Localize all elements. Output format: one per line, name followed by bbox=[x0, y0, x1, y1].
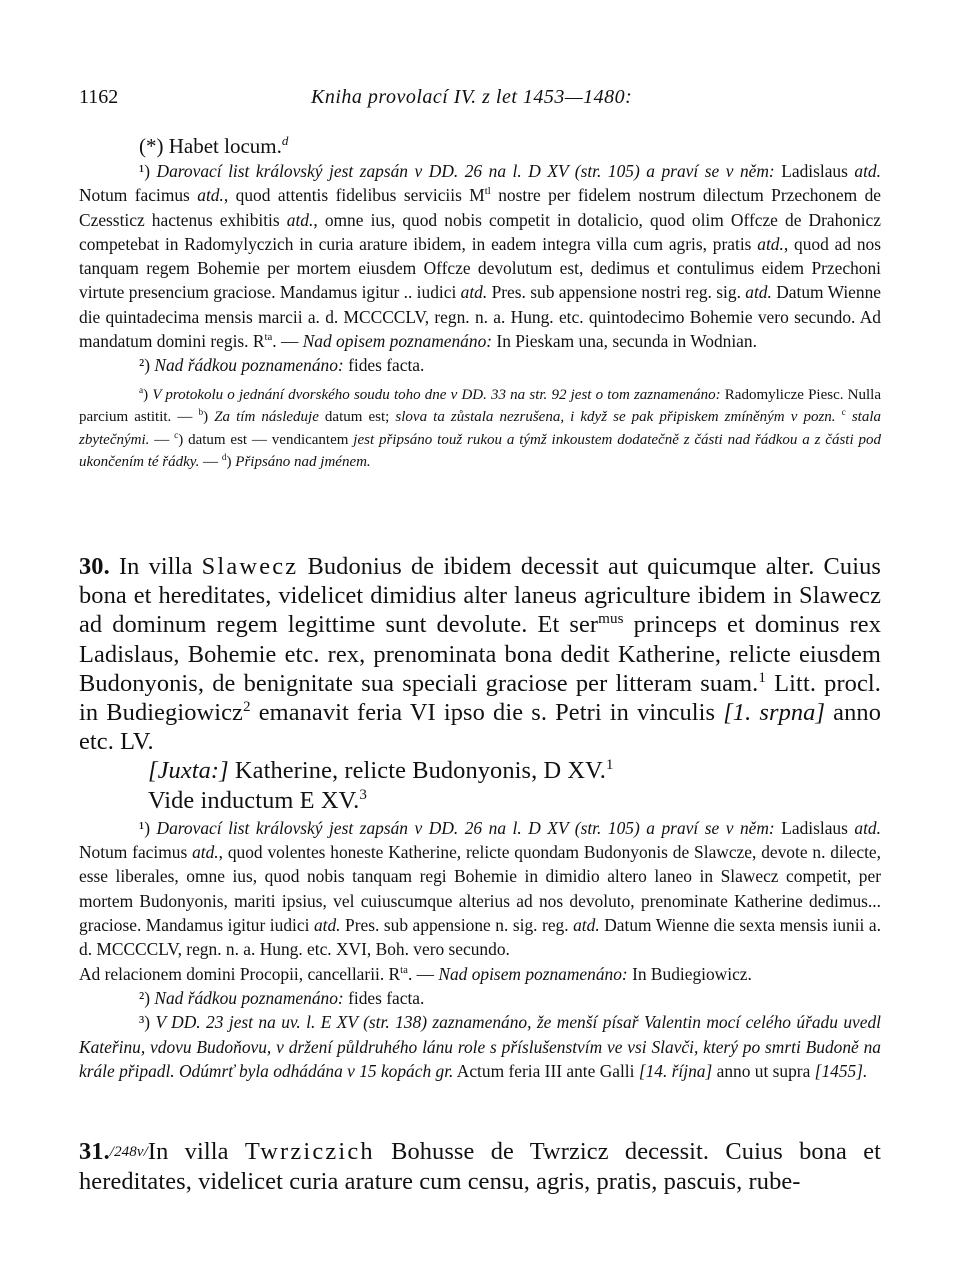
entry-30-text bbox=[79, 552, 881, 815]
italic-text: V DD. 23 jest na uv. l. E XV (str. 138) zaznamenáno, že menší písař Valentin mocí celého úřadu uvedl Kateřinu, vdovu Budoňovu, v držení půldruhého lánu role s příslušenstvím ve vsi Slavči, který po smrti Budoně na krále připadl. Odúmrť byla odhádána v 15 kopách gr. bbox=[79, 1012, 882, 1081]
text-run: Katherine, relicte Budonyonis, D XV. bbox=[228, 757, 606, 785]
text-run: Budonius de ibidem decessit aut quicumque alter. Cuius bona et hereditates, videlicet dimidius alter laneus agriculture ibidem in Slawecz ad dominum regem legittime sunt devolute. Et ser bbox=[79, 553, 881, 639]
document-page bbox=[79, 60, 882, 1196]
text-run: ²) bbox=[139, 987, 155, 1008]
text-run: nostre per fidelem nostrum dilectum Przechonem de Czessticz hactenus exhibitis bbox=[79, 185, 881, 230]
text-run: fides facta. bbox=[343, 987, 425, 1008]
entry-29-tail bbox=[79, 133, 881, 474]
text-run: Ladislaus bbox=[774, 161, 855, 181]
text-run: Bohusse de Twrzicz decessit. Cuius bona et hereditates, videlicet curia arature cum censu, agris, pratis, pascuis, rube- bbox=[79, 1138, 881, 1196]
text-run: Datum Wienne die quintadecima mensis marcii a. d. MCCCCLV, regn. n. a. Hung. etc. quintodecimo Bohemie vero secundo. Ad mandatum domini regis. R bbox=[79, 282, 881, 352]
text-run: Ad relacionem domini Procopii, cancellarii. R bbox=[79, 963, 401, 984]
text-run: ) bbox=[226, 454, 236, 471]
place-name: Slawecz bbox=[201, 553, 299, 580]
entry-31-text bbox=[79, 1137, 881, 1196]
italic-text: atd. bbox=[854, 161, 881, 181]
italic-text: V protokolu o jednání dvorského soudu toho dne v DD. 33 na str. 92 jest o tom zaznamenáno: bbox=[152, 386, 721, 403]
italic-text: atd. bbox=[313, 915, 341, 936]
footnote-2 bbox=[79, 353, 881, 377]
superscript-mark: d bbox=[221, 453, 227, 464]
superscript-mark: 3 bbox=[359, 786, 368, 803]
italic-text: atd. bbox=[192, 842, 219, 863]
italic-text: Darovací list královský jest zapsán v DD. 26 na l. D XV (str. 105) a praví se v něm: bbox=[156, 161, 775, 181]
superscript-mark: c bbox=[841, 408, 846, 419]
italic-text: Nad řádkou poznamenáno: bbox=[154, 987, 344, 1008]
text-run: Pres. sub appensione nostri reg. sig. bbox=[487, 282, 746, 303]
text-run: Notum facimus bbox=[79, 185, 198, 206]
entry-number: 30. bbox=[79, 553, 110, 580]
italic-text: Za tím následuje bbox=[214, 409, 319, 426]
entry-31-paragraph bbox=[79, 1137, 881, 1196]
italic-text: slova ta zůstala nezrušena, i když se pak připiskem zmíněným v pozn. bbox=[395, 409, 836, 426]
text-run: fides facta. bbox=[343, 355, 425, 376]
entry-30 bbox=[79, 552, 881, 1083]
entry-number: 31. bbox=[79, 1138, 110, 1165]
italic-text: Nad opisem poznamenáno: bbox=[438, 963, 628, 984]
textual-notes-text bbox=[79, 384, 881, 474]
italic-text: [1. srpna] bbox=[723, 699, 826, 727]
italic-text: [14. října] bbox=[638, 1060, 713, 1081]
textual-notes bbox=[79, 384, 881, 474]
superscript-mark: 2 bbox=[242, 698, 251, 715]
entry-31 bbox=[79, 1137, 881, 1196]
text-run: In villa bbox=[147, 1138, 245, 1165]
superscript-mark: 1 bbox=[605, 757, 614, 774]
italic-text: Nad opisem poznamenáno: bbox=[302, 331, 493, 352]
superscript-mark: a bbox=[139, 385, 144, 396]
text-run: In villa bbox=[109, 553, 202, 580]
text-run: In Pieskam una, secunda in Wodnian. bbox=[492, 331, 757, 352]
superscript-mark: 1 bbox=[758, 669, 767, 686]
text-run: ¹) bbox=[139, 161, 157, 181]
text-run: — bbox=[149, 431, 175, 448]
text-run: Radomylicze Piesc. Nulla parcium astitit. — bbox=[79, 386, 881, 426]
place-name: Twrziczich bbox=[244, 1138, 375, 1165]
footnote-1 bbox=[79, 816, 881, 962]
habet-sup: d bbox=[281, 133, 289, 148]
text-run: , omne ius, quod nobis competit in dotalicio, quod olim Offcze de Drahonicz competebat in Radomylyczich in curia arature ibidem, in eadem integra villa cum agris, pratis bbox=[79, 209, 881, 254]
text-run: Notum facimus bbox=[79, 842, 193, 863]
italic-text: atd. bbox=[757, 233, 784, 254]
superscript-mark: mus bbox=[598, 611, 624, 628]
superscript-mark: c bbox=[174, 430, 179, 441]
text-run: Datum Wienne die sexta mensis iunii a. d. MCCCCLV, regn. n. a. Hung. etc. XVI, Boh. vero secundo. bbox=[79, 915, 881, 960]
footnote-block bbox=[79, 159, 881, 378]
footnote-3 bbox=[79, 1010, 881, 1083]
page-header bbox=[79, 60, 881, 108]
italic-text: atd. bbox=[460, 282, 488, 303]
entry-30-paragraph bbox=[79, 552, 881, 756]
italic-text: atd. bbox=[854, 817, 881, 838]
folio-mark: /248v/ bbox=[109, 1144, 148, 1160]
text-run: Vide inductum E XV. bbox=[148, 786, 360, 814]
running-title: Kniha provolací IV. z let 1453—1480: bbox=[311, 86, 633, 108]
habet-locum bbox=[79, 133, 881, 159]
superscript-mark: tl bbox=[484, 185, 491, 198]
italic-text: Připsáno nad jménem. bbox=[235, 454, 371, 471]
text-run: datum est; bbox=[318, 409, 396, 426]
superscript-mark: ta bbox=[400, 963, 408, 976]
text-run: In Budiegiowicz. bbox=[627, 963, 752, 984]
italic-text: atd. bbox=[573, 915, 600, 936]
entry-30-body bbox=[79, 553, 881, 755]
page-number: 1162 bbox=[79, 86, 119, 108]
text-run: . — bbox=[407, 963, 439, 984]
text-run: Litt. procl. in Budiegiowicz bbox=[79, 669, 881, 727]
habet-text: (*) Habet locum. bbox=[139, 134, 282, 158]
text-run: emanavit feria VI ipso die s. Petri in vinculis bbox=[250, 699, 724, 727]
italic-text: stala zbytečnými. bbox=[79, 409, 882, 448]
footnote-1 bbox=[79, 159, 881, 353]
superscript-mark: ta bbox=[264, 331, 273, 344]
text-run: Ladislaus bbox=[774, 817, 855, 838]
entry-30-footnotes bbox=[79, 816, 881, 1083]
vide-line bbox=[79, 786, 881, 815]
text-run: ) bbox=[203, 409, 215, 426]
footnote-1-relatio bbox=[79, 962, 881, 986]
text-run: ) datum est — vendicantem bbox=[178, 431, 354, 448]
text-run: , quod ad nos tanquam regem Bohemie per mortem eiusdem Offcze devolutum est, dedimus et contulimus eidem Przechoni virtute presencium graciose. Mandamus igitur .. iudici bbox=[79, 233, 881, 303]
text-run: ³) bbox=[139, 1012, 156, 1033]
text-run: ) bbox=[143, 386, 153, 403]
footnote-2 bbox=[79, 986, 881, 1010]
italic-text: atd. bbox=[745, 282, 772, 303]
text-run: princeps et dominus rex Ladislaus, Bohemie etc. rex, prenominata bona dedit Katherine, relicte eiusdem Budonyonis, de benignitate sua speciali graciose per litteram suam. bbox=[79, 611, 881, 697]
text-run: , quod volentes honeste Katherine, relicte quondam Budonyonis de Slawcze, devote n. dilecte, esse liberales, omne ius, quod nobis tanquam regi Bohemie in dimidio altero laneo in Slawecz competit, per mortem Budonyonis, mariti ipsius, vel cuiuscumque alterius ad nos devoluto, prenominate Katherine dedimus... graciose. Mandamus igitur iudici bbox=[79, 842, 881, 936]
text-run: . — bbox=[272, 331, 303, 352]
italic-text: Darovací list královský jest zapsán v DD. 26 na l. D XV (str. 105) a praví se v něm: bbox=[156, 817, 775, 838]
text-run: anno etc. LV. bbox=[79, 699, 881, 756]
text-run: — bbox=[199, 454, 222, 471]
italic-text: Nad řádkou poznamenáno: bbox=[154, 355, 344, 376]
text-run: ²) bbox=[139, 355, 155, 376]
text-run: Pres. sub appensione n. sig. reg. bbox=[340, 915, 574, 936]
text-run: , quod attentis fidelibus serviciis M bbox=[223, 185, 485, 206]
text-run: ¹) bbox=[139, 817, 157, 838]
italic-text: [Juxta:] bbox=[148, 757, 229, 785]
italic-text: atd. bbox=[286, 209, 314, 230]
italic-text: [1455]. bbox=[814, 1060, 868, 1081]
text-run: anno ut supra bbox=[712, 1060, 815, 1081]
juxta-line bbox=[79, 756, 881, 785]
entry-31-body bbox=[79, 1138, 881, 1195]
superscript-mark: b bbox=[198, 408, 204, 419]
italic-text: atd. bbox=[197, 185, 224, 206]
text-run: Actum feria III ante Galli bbox=[453, 1060, 639, 1081]
italic-text: jest připsáno touž rukou a týmž inkoustem dodatečně z části nad řádkou a z části pod ukončením té řádky. bbox=[79, 431, 881, 471]
